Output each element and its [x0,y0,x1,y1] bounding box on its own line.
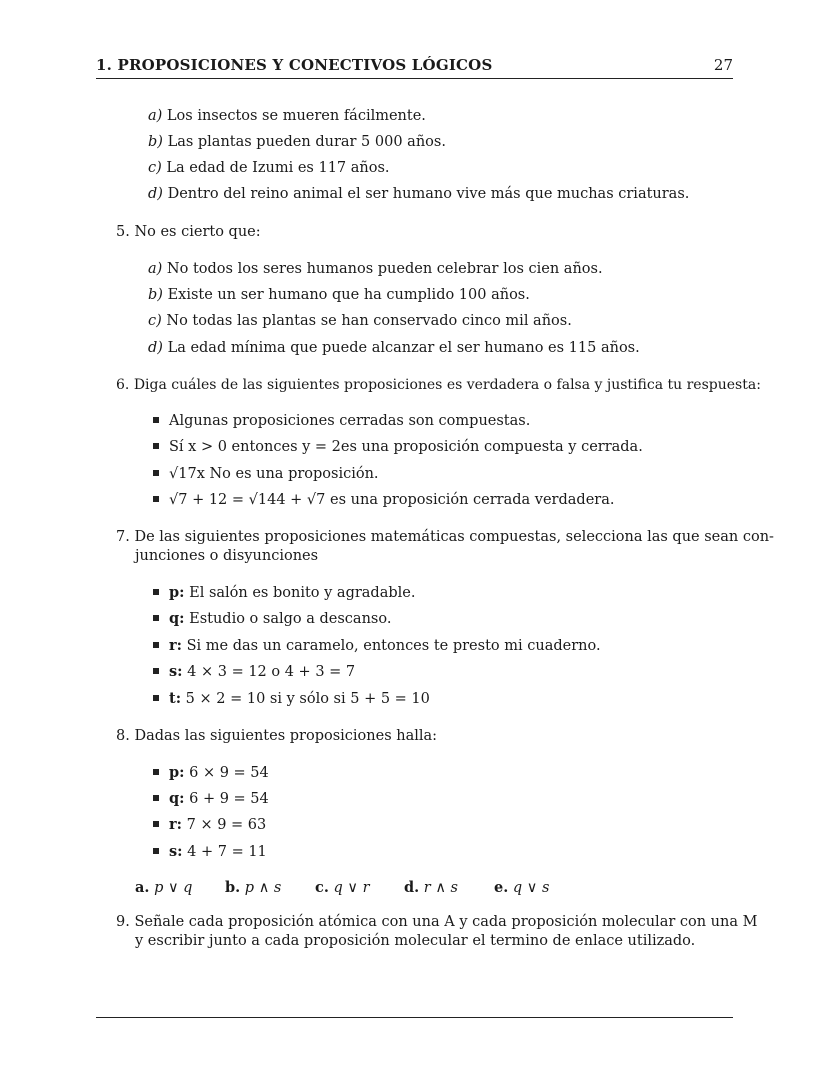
bullet-icon [153,848,159,854]
bullet-item: Sí x > 0 entonces y = 2es una proposición compuesta y cerrada. [153,438,643,456]
list-item: d) La edad mínima que puede alcanzar el ser humano es 115 años. [148,340,640,356]
page-header [96,56,733,79]
bullet-icon [153,470,159,476]
question-7-cont: junciones o disyunciones [135,548,319,564]
bullet-icon [153,668,159,674]
option-e: e. q ∨ s [494,879,550,896]
list-item: b) Las plantas pueden durar 5 000 años. [148,134,446,150]
bullet-icon [153,615,159,621]
option-d: d. r ∧ s [404,879,459,896]
list-item: c) La edad de Izumi es 117 años. [148,160,390,176]
bullet-item: p: 6 × 9 = 54 [153,764,269,782]
bullet-item: s: 4 + 7 = 11 [153,843,267,861]
bullet-item: q: 6 + 9 = 54 [153,790,269,808]
question-6: 6. Diga cuáles de las siguientes proposiciones es verdadera o falsa y justifica tu respuesta: [116,377,761,393]
option-b: b. p ∧ s [225,879,282,896]
bullet-item: √17x No es una proposición. [153,465,379,483]
bullet-icon [153,642,159,648]
question-5: 5. No es cierto que: [116,224,261,240]
question-9-cont: y escribir junto a cada proposición molecular el termino de enlace utilizado. [135,933,696,949]
chapter-title: 1. PROPOSICIONES Y CONECTIVOS LÓGICOS [96,56,493,74]
bullet-item: t: 5 × 2 = 10 si y sólo si 5 + 5 = 10 [153,690,430,708]
bullet-item: q: Estudio o salgo a descanso. [153,610,391,628]
page-number: 27 [713,56,733,74]
list-item: a) No todos los seres humanos pueden celebrar los cien años. [148,261,603,277]
footer-rule [96,1017,733,1018]
list-item: d) Dentro del reino animal el ser humano vive más que muchas criaturas. [148,186,690,202]
bullet-item: p: El salón es bonito y agradable. [153,584,415,602]
option-a: a. p ∨ q [135,879,193,896]
bullet-icon [153,695,159,701]
bullet-icon [153,589,159,595]
bullet-item: Algunas proposiciones cerradas son compuestas. [153,412,530,430]
bullet-icon [153,821,159,827]
question-8: 8. Dadas las siguientes proposiciones halla: [116,728,438,744]
bullet-item: √7 + 12 = √144 + √7 es una proposición cerrada verdadera. [153,491,614,509]
list-item: b) Existe un ser humano que ha cumplido 100 años. [148,287,530,303]
question-9: 9. Señale cada proposición atómica con una A y cada proposición molecular con una M [116,914,758,930]
bullet-icon [153,417,159,423]
list-item: c) No todas las plantas se han conservado cinco mil años. [148,313,572,329]
bullet-item: r: Si me das un caramelo, entonces te presto mi cuaderno. [153,637,601,655]
bullet-icon [153,795,159,801]
bullet-icon [153,769,159,775]
bullet-icon [153,496,159,502]
option-c: c. q ∨ r [315,879,370,896]
bullet-icon [153,443,159,449]
bullet-item: s: 4 × 3 = 12 o 4 + 3 = 7 [153,663,355,681]
question-7: 7. De las siguientes proposiciones matemáticas compuestas, selecciona las que sean con- [116,529,774,545]
list-item: a) Los insectos se mueren fácilmente. [148,108,426,124]
bullet-item: r: 7 × 9 = 63 [153,816,266,834]
